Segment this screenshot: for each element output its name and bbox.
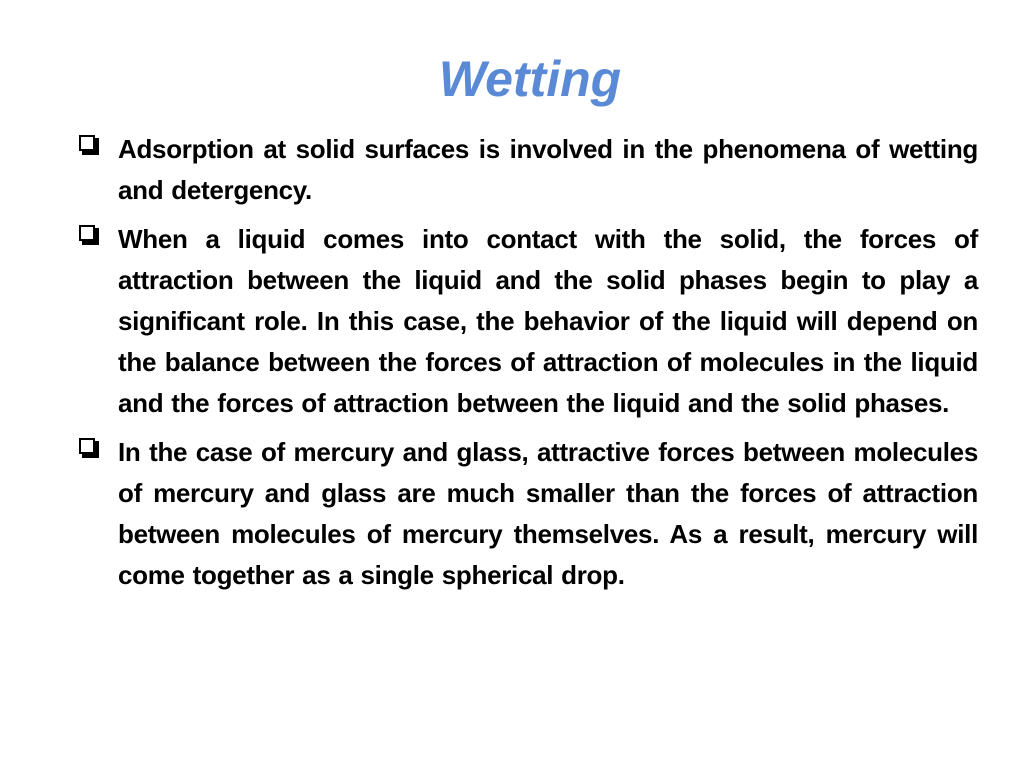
bullet-item xyxy=(76,219,978,424)
bullet-item xyxy=(76,432,978,596)
bullet-text: Adsorption at solid surfaces is involved in the phenomena of wetting and detergency. xyxy=(118,134,978,205)
hollow-square-bullet-icon xyxy=(76,432,118,473)
hollow-square-bullet-icon xyxy=(76,129,118,170)
bullet-text: In the case of mercury and glass, attractive forces between molecules of mercury and glass are much smaller than the forces of attraction between molecules of mercury themselves. As a result, mercury will come together as a single spherical drop. xyxy=(118,437,978,590)
bullet-list xyxy=(76,129,978,604)
bullet-text: When a liquid comes into contact with the solid, the forces of attraction between the liquid and the solid phases begin to play a significant role. In this case, the behavior of the liquid will depend on the balance between the forces of attraction of molecules in the liquid and the forces of attraction between the liquid and the solid phases. xyxy=(118,224,978,418)
bullet-item xyxy=(76,129,978,211)
slide-title: Wetting xyxy=(438,51,622,107)
hollow-square-bullet-icon xyxy=(76,219,118,260)
